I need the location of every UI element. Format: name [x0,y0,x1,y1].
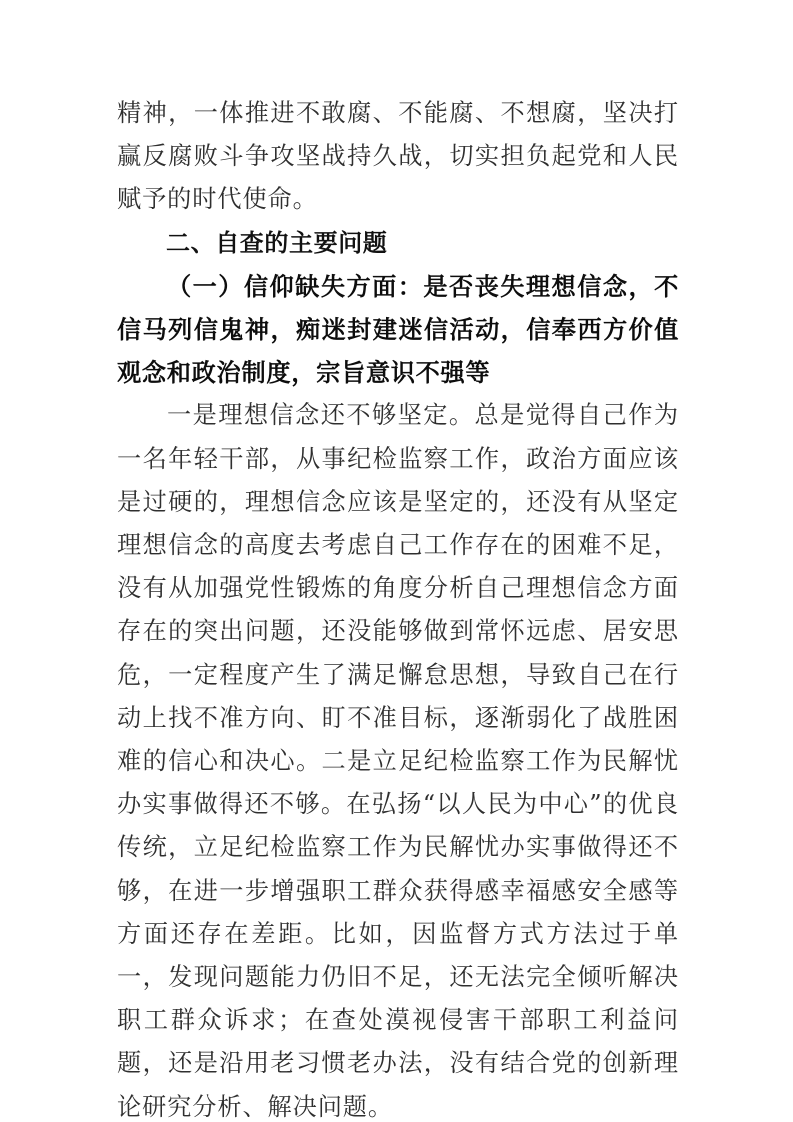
section-heading: 二、自查的主要问题 [166,228,388,257]
document-text-column [117,92,679,1122]
continued-paragraph: 精神，一体推进不敢腐、不能腐、不想腐，坚决打赢反腐败斗争攻坚战持久战，切实担负起党和人民赋予的时代使命。 [117,99,679,214]
body-paragraph: 一是理想信念还不够坚定。总是觉得自己作为一名年轻干部，从事纪检监察工作，政治方面应该是过硬的，理想信念应该是坚定的，还没有从坚定理想信念的高度去考虑自己工作存在的困难不足，没有从加强党性锻炼的角度分析自己理想信念方面存在的突出问题，还没能够做到常怀远虑、居安思危，一定程度产生了满足懈怠思想，导致自己在行动上找不准方向、盯不准目标，逐渐弱化了战胜困难的信心和决心。二是立足纪检监察工作为民解忧办实事做得还不够。在弘扬“以人民为中心”的优良传统，立足纪检监察工作为民解忧办实事做得还不够，在进一步增强职工群众获得感幸福感安全感等方面还存在差距。比如，因监督方式方法过于单一，发现问题能力仍旧不足，还无法完全倾听解决职工群众诉求；在查处漠视侵害干部职工利益问题，还是沿用老习惯老办法，没有结合党的创新理论研究分析、解决问题。 [117,401,679,1121]
subsection-heading: （一）信仰缺失方面：是否丧失理想信念，不信马列信鬼神，痴迷封建迷信活动，信奉西方价值观念和政治制度，宗旨意识不强等 [117,271,679,388]
